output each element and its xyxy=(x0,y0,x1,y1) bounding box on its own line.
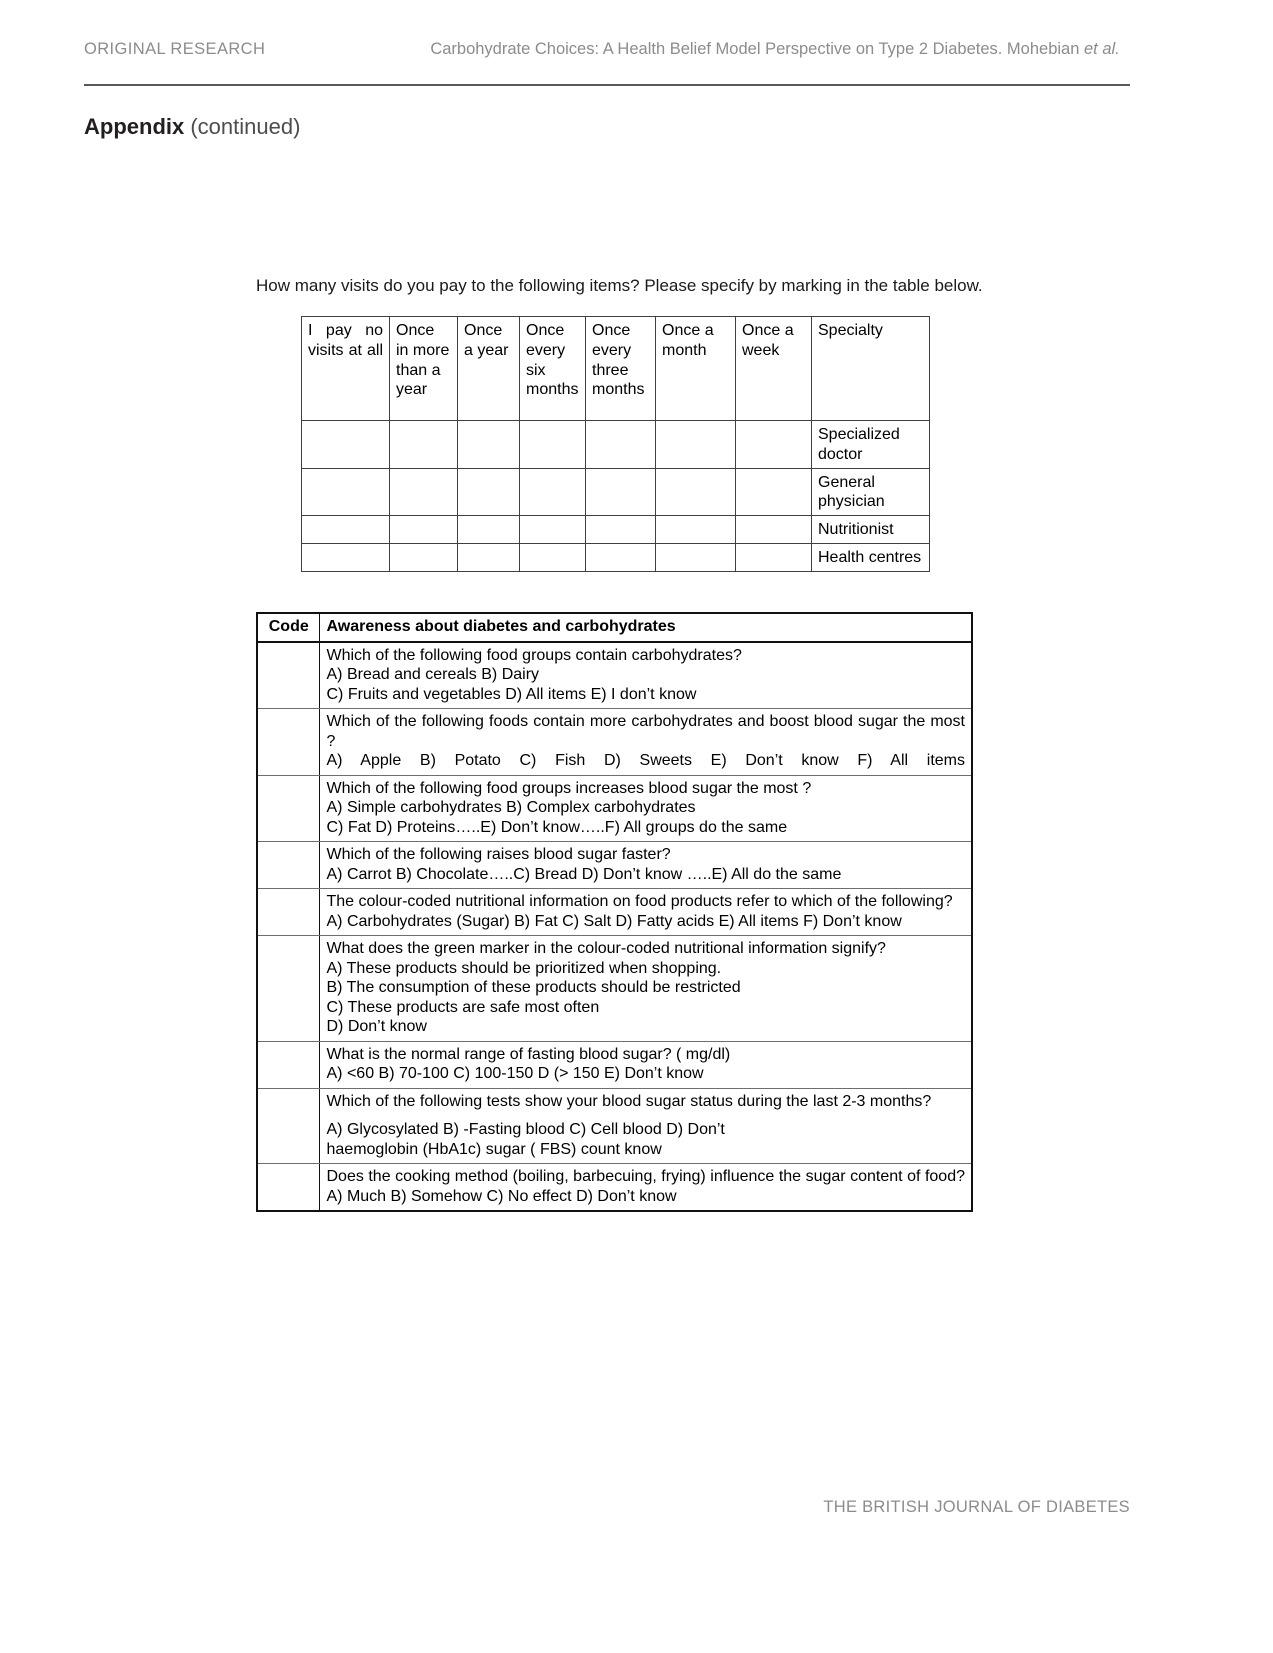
table-row xyxy=(257,936,972,1042)
visits-column-header-once-a-year: Once a year xyxy=(458,317,520,421)
table-row xyxy=(257,775,972,842)
visits-checkbox-cell[interactable] xyxy=(458,468,520,516)
awareness-question-cell xyxy=(319,1088,972,1164)
visits-column-header-no-visits: I pay no visits at all xyxy=(302,317,390,421)
question-option-line: A) Apple B) Potato C) Fish D) Sweets E) Don’t know F) All items xyxy=(326,752,965,770)
visits-checkbox-cell[interactable] xyxy=(656,516,736,544)
visits-checkbox-cell[interactable] xyxy=(302,468,390,516)
table-row xyxy=(257,642,972,709)
visits-checkbox-cell[interactable] xyxy=(736,544,812,572)
awareness-code-cell[interactable] xyxy=(257,889,319,936)
visits-checkbox-cell[interactable] xyxy=(656,421,736,469)
header-divider-rule xyxy=(84,84,1130,86)
question-option-line: A) These products should be prioritized when shopping. xyxy=(326,959,722,977)
awareness-questionnaire-table xyxy=(256,612,973,1212)
table-row xyxy=(257,889,972,936)
visits-checkbox-cell[interactable] xyxy=(458,421,520,469)
question-text: What is the normal range of fasting blood sugar? ( mg/dl) xyxy=(326,1045,731,1063)
table-row xyxy=(302,421,930,469)
page-title-main: Appendix xyxy=(84,114,185,139)
visits-checkbox-cell[interactable] xyxy=(520,468,586,516)
awareness-question-cell xyxy=(319,936,972,1042)
visits-checkbox-cell[interactable] xyxy=(302,516,390,544)
table-row xyxy=(257,842,972,889)
awareness-question-cell xyxy=(319,842,972,889)
visits-checkbox-cell[interactable] xyxy=(458,516,520,544)
awareness-code-cell[interactable] xyxy=(257,1088,319,1164)
question-option-line: A) Bread and cereals B) Dairy xyxy=(326,666,540,684)
visits-column-header-once-every-six-months: Once every six months xyxy=(520,317,586,421)
question-option-line: C) Fat D) Proteins…..E) Don’t know…..F) All groups do the same xyxy=(326,818,788,836)
question-option-line: C) Fruits and vegetables D) All items E) I don’t know xyxy=(326,685,697,703)
question-text: Which of the following food groups increases blood sugar the most ? xyxy=(326,779,812,797)
visits-row-label-health-centres: Health centres xyxy=(812,544,930,572)
table-row xyxy=(302,544,930,572)
table-row xyxy=(257,1164,972,1212)
question-text: Which of the following raises blood sugar faster? xyxy=(326,846,671,864)
awareness-question-cell xyxy=(319,709,972,776)
visits-checkbox-cell[interactable] xyxy=(656,468,736,516)
visits-column-header-specialty: Specialty xyxy=(812,317,930,421)
visits-checkbox-cell[interactable] xyxy=(586,516,656,544)
awareness-header-code: Code xyxy=(257,613,319,642)
table-row xyxy=(257,1088,972,1164)
question-text: The colour-coded nutritional information on food products refer to which of the following? xyxy=(326,893,953,911)
awareness-code-cell[interactable] xyxy=(257,842,319,889)
page-title-continued: (continued) xyxy=(184,114,301,139)
question-option-line: B) The consumption of these products should be restricted xyxy=(326,979,741,997)
awareness-header-title: Awareness about diabetes and carbohydrates xyxy=(319,613,972,642)
awareness-code-cell[interactable] xyxy=(257,936,319,1042)
awareness-question-cell xyxy=(319,1041,972,1088)
awareness-question-cell xyxy=(319,642,972,709)
awareness-question-cell xyxy=(319,775,972,842)
question-option-line: C) These products are safe most often xyxy=(326,998,600,1016)
running-head-article-title xyxy=(430,40,1119,59)
awareness-question-cell xyxy=(319,889,972,936)
visits-checkbox-cell[interactable] xyxy=(736,421,812,469)
question-option-line: A) Glycosylated B) -Fasting blood C) Cell blood D) Don’t xyxy=(326,1121,725,1139)
table-row xyxy=(257,709,972,776)
visits-checkbox-cell[interactable] xyxy=(586,544,656,572)
visits-checkbox-cell[interactable] xyxy=(736,516,812,544)
visits-checkbox-cell[interactable] xyxy=(586,421,656,469)
table-row xyxy=(302,468,930,516)
visits-column-header-once-every-three-months: Once every three months xyxy=(586,317,656,421)
visits-checkbox-cell[interactable] xyxy=(520,544,586,572)
visits-column-header-once-in-more-than-a-year: Once in more than a year xyxy=(390,317,458,421)
visits-checkbox-cell[interactable] xyxy=(520,516,586,544)
visits-checkbox-cell[interactable] xyxy=(390,516,458,544)
question-text: Which of the following foods contain more carbohydrates and boost blood sugar the most ? xyxy=(326,713,965,750)
running-head-etal: et al. xyxy=(1083,40,1120,58)
question-text: Which of the following tests show your blood sugar status during the last 2-3 months? xyxy=(326,1092,932,1110)
running-head-section: ORIGINAL RESEARCH xyxy=(84,40,266,58)
question-option-line: A) <60 B) 70-100 C) 100-150 D (> 150 E) Don’t know xyxy=(326,1065,704,1083)
awareness-code-cell[interactable] xyxy=(257,1041,319,1088)
question-option-line: A) Simple carbohydrates B) Complex carbohydrates xyxy=(326,799,696,817)
awareness-code-cell[interactable] xyxy=(257,1164,319,1212)
visits-checkbox-cell[interactable] xyxy=(390,544,458,572)
awareness-question-cell xyxy=(319,1164,972,1212)
visits-checkbox-cell[interactable] xyxy=(302,544,390,572)
question-option-line: D) Don’t know xyxy=(326,1018,427,1036)
visits-column-header-once-a-week: Once a week xyxy=(736,317,812,421)
visits-checkbox-cell[interactable] xyxy=(520,421,586,469)
visits-row-label-nutritionist: Nutritionist xyxy=(812,516,930,544)
visits-checkbox-cell[interactable] xyxy=(390,421,458,469)
question-option-line: A) Carrot B) Chocolate…..C) Bread D) Don’t know …..E) All do the same xyxy=(326,865,842,883)
visits-frequency-table xyxy=(301,316,930,572)
page-running-head xyxy=(84,40,1130,59)
visits-question-prompt: How many visits do you pay to the following items? Please specify by marking in the table below. xyxy=(256,276,983,295)
page-title xyxy=(84,114,300,140)
awareness-code-cell[interactable] xyxy=(257,775,319,842)
question-option-line: haemoglobin (HbA1c) sugar ( FBS) count know xyxy=(326,1140,662,1158)
visits-checkbox-cell[interactable] xyxy=(302,421,390,469)
visits-checkbox-cell[interactable] xyxy=(586,468,656,516)
table-row xyxy=(257,1041,972,1088)
table-header-row xyxy=(257,613,972,642)
question-text: Which of the following food groups contain carbohydrates? xyxy=(326,646,742,664)
visits-row-label-specialized-doctor: Specialized doctor xyxy=(812,421,930,469)
visits-checkbox-cell[interactable] xyxy=(458,544,520,572)
question-option-line: A) Carbohydrates (Sugar) B) Fat C) Salt D) Fatty acids E) All items F) Don’t know xyxy=(326,912,902,930)
visits-checkbox-cell[interactable] xyxy=(390,468,458,516)
table-header-row xyxy=(302,317,930,421)
visits-column-header-once-a-month: Once a month xyxy=(656,317,736,421)
question-text: Does the cooking method (boiling, barbecuing, frying) influence the sugar content of food? A) Much B) Somehow C) No effect D) Don’t know xyxy=(326,1168,965,1205)
page-footer-journal-name: THE BRITISH JOURNAL OF DIABETES xyxy=(823,1498,1130,1516)
running-head-title-text: Carbohydrate Choices: A Health Belief Model Perspective on Type 2 Diabetes. Mohebian xyxy=(430,40,1084,58)
table-row xyxy=(302,516,930,544)
visits-checkbox-cell[interactable] xyxy=(656,544,736,572)
question-text: What does the green marker in the colour-coded nutritional information signify? xyxy=(326,940,886,958)
awareness-code-cell[interactable] xyxy=(257,642,319,709)
visits-row-label-general-physician: General physician xyxy=(812,468,930,516)
visits-checkbox-cell[interactable] xyxy=(736,468,812,516)
awareness-code-cell[interactable] xyxy=(257,709,319,776)
